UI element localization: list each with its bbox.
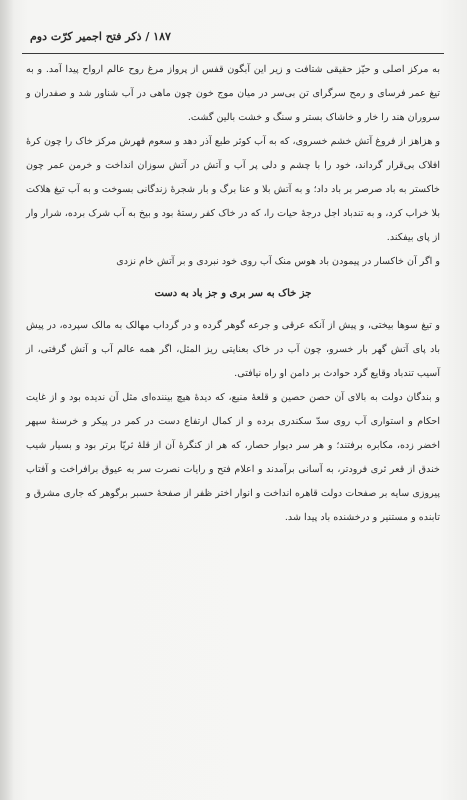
page-binding-shadow	[0, 0, 14, 800]
paragraph: و بندگان دولت به بالای آن حصن حصین و قلعهٔ منیع، که دیدهٔ هیچ بیننده‌ای مثل آن ندیده بود و از غایت احکام و استواری آب روی سدّ سکندری برده و از کمال ارتفاع دست در کمر در پیکر و خرسنهٔ سپهر اخضر زده، مکابره برفتند؛ و هر سر دیوار حصار، که هر از کنگرهٔ آن از قلهٔ ثریّا برتر بود و بسیار شیب خندق از قعر ثری فرودتر، به آسانی برآمدند و اعلام فتح و رایات نصرت سر به عیوق برافراخت و آفتاب پیروزی سایه بر صفحات دولت قاهره انداخت و انوار اختر ظفر از صفحهٔ حسبر برگوهر که جاری مشرق و تابنده و مستنیر و درخشنده باد پیدا شد.	[26, 392, 440, 523]
body-text	[26, 58, 440, 530]
running-header: ۱۸۷ / ذکر فتح اجمیر کرّت دوم	[30, 30, 171, 43]
paragraph: و اگر آن خاکسار در پیمودن باد هوس منک آب روی خود نبردی و بر آتش خام نزدی	[116, 256, 440, 267]
paragraph: به مرکز اصلی و حیّز حقیقی شتافت و زیر این آبگون قفس از پرواز مرغ روح عالم ارواح پیدا آمد. و به تیغ عمر فرسای و رمح سرگرای تن بی‌سر در میان موج خون چون ماهی در آب شناور شد و صفدران و سروران هند را خار و خاشاک بستر و سنگ و خشت بالین گشت.	[26, 64, 440, 123]
header-rule	[22, 53, 444, 54]
paragraph: و هزاهز از فروغ آتش خشم خسروی، که به آب کوثر طبع آذر دهد و سعوم قهرش مرکز خاک را چون کرهٔ افلاک بی‌قرار گرداند، خود را با چشم و دلی پر آب و آتش در آتش سوزان انداخت و خرمن عمر چون خاکستر به باد صرصر بر باد داد؛ و به آتش بلا و عنا برگ و بار شجرهٔ زندگانی بسوخت و به آب تیغ هلاکت بلا خراب کرد، و به تندباد اجل درجهٔ حیات را، که در خاک کفر رستهٔ بود و بیخ به آب شرک برده، شرار وار از پای بیفکند.	[26, 136, 440, 243]
paragraph: و تیغ سوها بیختی، و پیش از آنکه عرقی و جرعه گوهر گرده و در گرداب مهالک به مالک سپرده، در پیش باد پای آتش گهر بار خسرو، چون آب در خاک بعنایتی ریز المثل، اگر همه عالم آب و آتش گرفتی، از آسیب تندباد وقایع گرد حوادث بر دامن او راه نیافتی.	[26, 320, 440, 379]
verse-line: جز خاک به سر بری و جز باد به دست	[154, 288, 312, 299]
